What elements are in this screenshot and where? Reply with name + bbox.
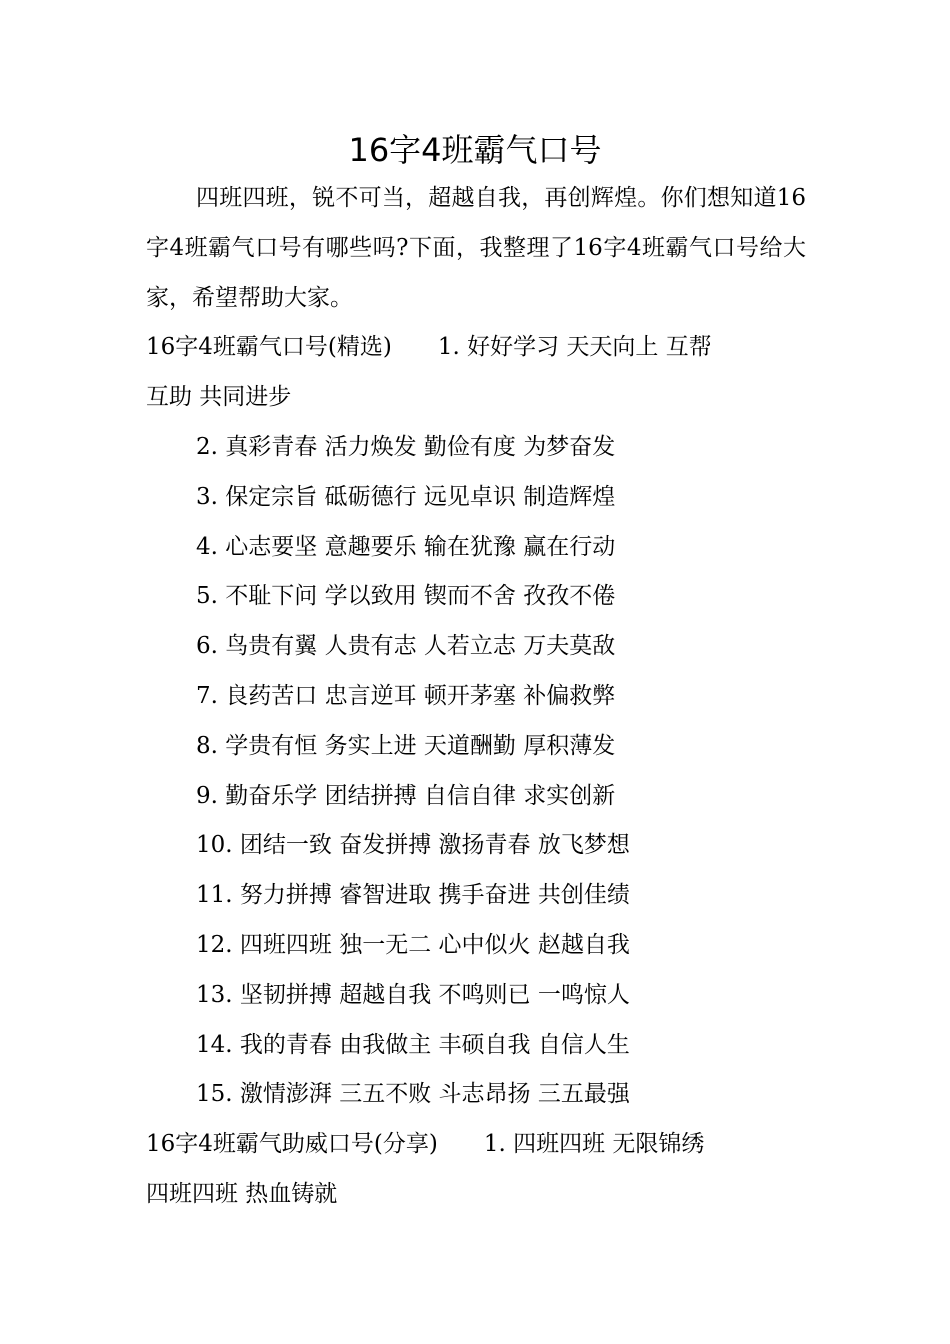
section1-heading-line [146,323,806,373]
list-item: 12. 四班四班 独一无二 心中似火 赵越自我 [196,931,630,958]
list-item: 5. 不耻下问 学以致用 锲而不舍 孜孜不倦 [196,583,616,610]
list-item: 15. 激情澎湃 三五不败 斗志昂扬 三五最强 [196,1081,630,1108]
list-item: 6. 鸟贵有翼 人贵有志 人若立志 万夫莫敌 [196,633,616,660]
section1-heading: 16字4班霸气口号(精选) [146,334,392,361]
section1-item-1-end: 互助 共同进步 [146,384,292,411]
list-item: 14. 我的青春 由我做主 丰硕自我 自信人生 [196,1031,630,1058]
section2-heading: 16字4班霸气助威口号(分享) [146,1131,438,1158]
intro-paragraph: 四班四班，锐不可当，超越自我，再创辉煌。你们想知道16字4班霸气口号有哪些吗?下面，我整理了16字4班霸气口号给大家，希望帮助大家。 [146,185,806,311]
section2-item-1-end: 四班四班 热血铸就 [146,1180,338,1207]
section2-item-1-start: 1. 四班四班 无限锦绣 [483,1131,705,1158]
list-item: 13. 坚韧拼搏 超越自我 不鸣则已 一鸣惊人 [196,981,630,1008]
list-item: 9. 勤奋乐学 团结拼搏 自信自律 求实创新 [196,782,616,809]
list-item: 4. 心志要坚 意趣要乐 输在犹豫 赢在行动 [196,533,616,560]
list-item: 3. 保定宗旨 砥砺德行 远见卓识 制造辉煌 [196,483,616,510]
list-item: 8. 学贵有恒 务实上进 天道酬勤 厚积薄发 [196,732,616,759]
list-item: 7. 良药苦口 忠言逆耳 顿开茅塞 补偏救弊 [196,682,616,709]
list-item: 11. 努力拼搏 睿智进取 携手奋进 共创佳绩 [196,882,630,909]
document-body [146,174,806,1220]
list-item: 10. 团结一致 奋发拼搏 激扬青春 放飞梦想 [196,832,630,859]
section2-heading-line [146,1120,806,1170]
section1-list [146,423,806,1120]
list-item: 2. 真彩青春 活力焕发 勤俭有度 为梦奋发 [196,433,616,460]
section1-item-1-start: 1. 好好学习 天天向上 互帮 [437,334,712,361]
document-title: 16字4班霸气口号 [348,131,602,169]
